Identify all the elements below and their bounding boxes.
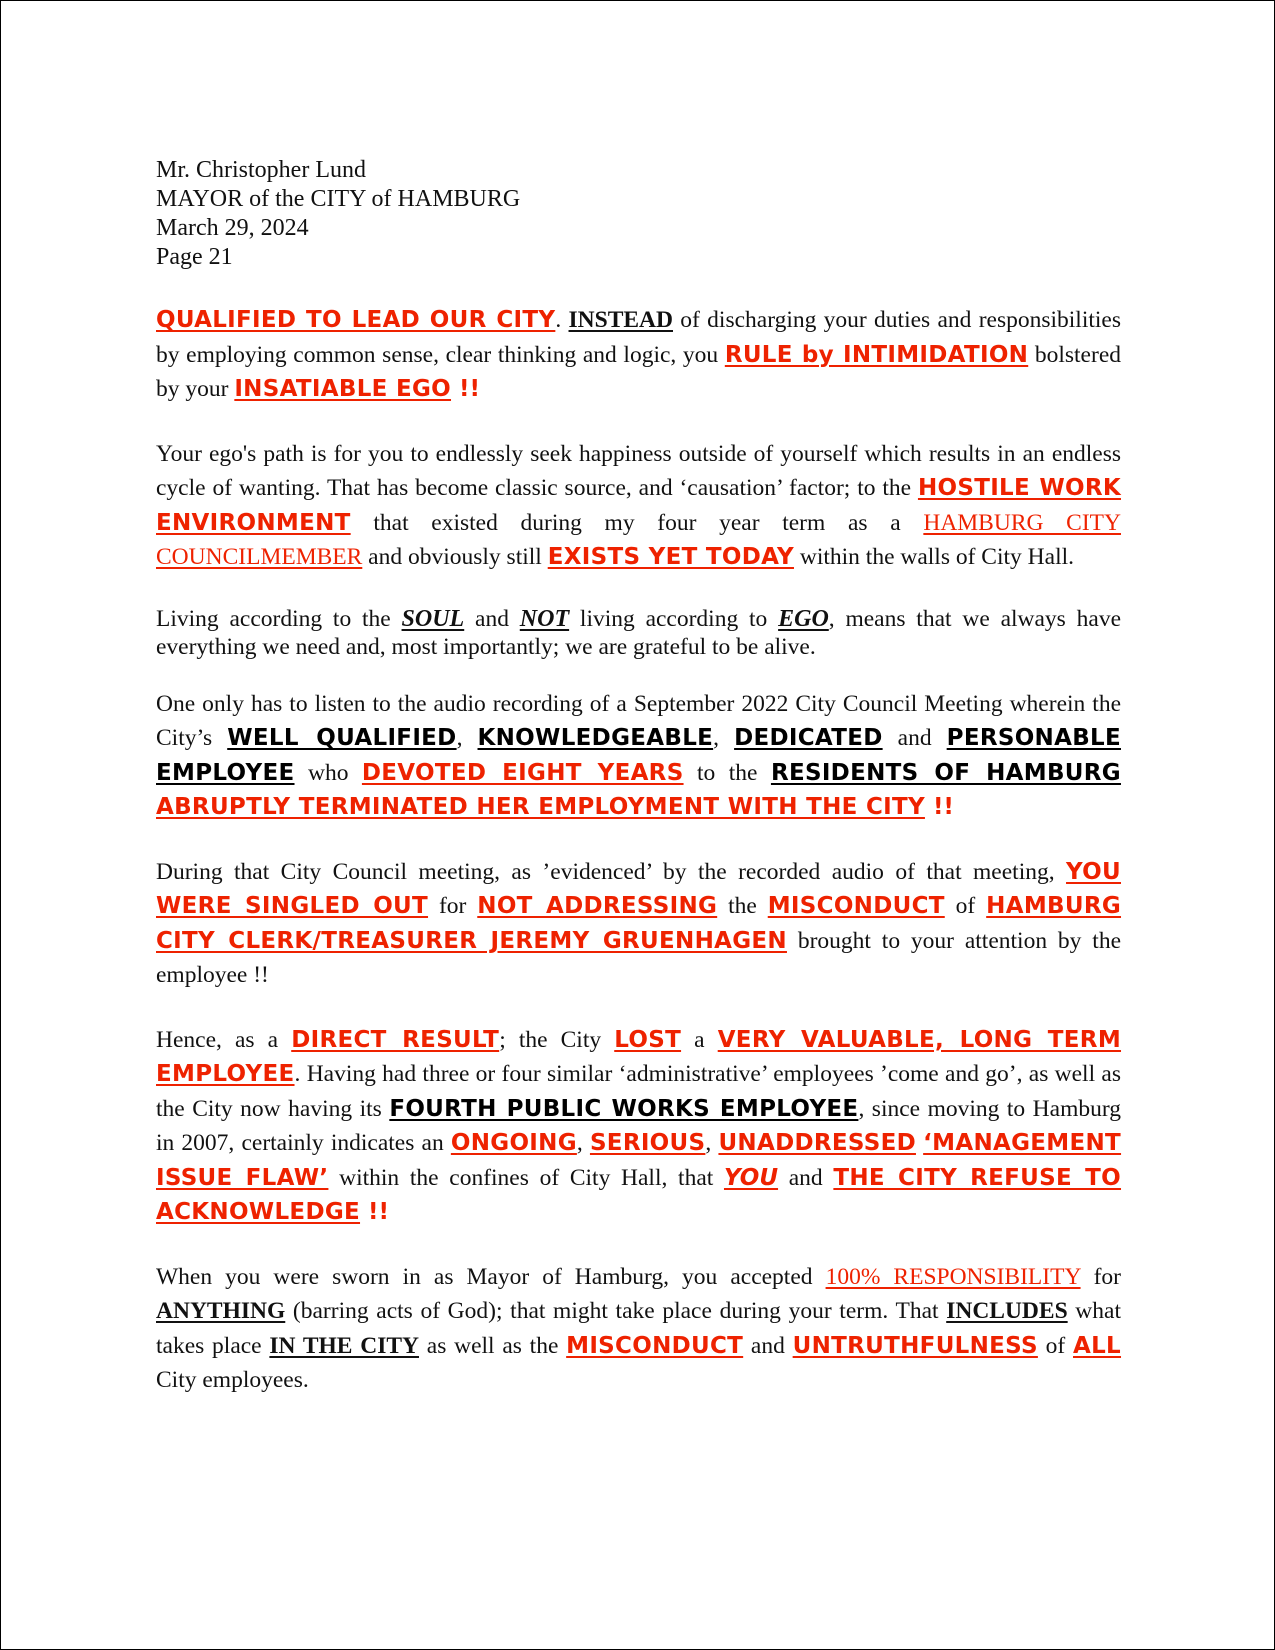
paragraph-2: [156, 437, 1121, 575]
text: a: [681, 1026, 718, 1053]
paragraph-1: [156, 303, 1121, 407]
paragraph-5: [156, 855, 1121, 993]
text: as well as the: [419, 1332, 567, 1359]
text: Your ego's path is for you to endlessly seek happiness outside of yourself which results in an endless cycle of wanting. That has become classic source, and ‘causation’ factor; to the: [156, 440, 1121, 501]
recipient-name: Mr. Christopher Lund: [156, 157, 366, 183]
emphasis-red-italic: YOU: [723, 1164, 779, 1191]
text: of discharging your duties and responsibilities by employing common sense, clear thinking and logic, you: [156, 307, 1122, 368]
emphasis-red: ‘MANAGEMENT ISSUE FLAW’: [156, 1130, 1122, 1191]
emphasis-red: DEVOTED EIGHT YEARS: [361, 759, 684, 786]
emphasis-italic: NOT: [519, 605, 570, 632]
text: . Having had three or four similar ‘administrative’ employees ’come and go’, as well as the City now having its: [156, 1061, 1121, 1122]
text: for: [428, 893, 478, 919]
emphasis-red: EXISTS YET TODAY: [547, 544, 794, 570]
emphasis-black-bold: FOURTH PUBLIC WORKS EMPLOYEE: [389, 1095, 859, 1122]
emphasis-red: LOST: [614, 1026, 682, 1053]
emphasis-black-bold: PERSONABLE EMPLOYEE: [156, 725, 1121, 786]
exclamation: !!: [924, 794, 954, 820]
emphasis-red: YOU WERE SINGLED OUT: [156, 858, 1121, 919]
emphasis-black-bold: DEDICATED: [734, 725, 883, 751]
text: , means that we always have everything we need and, most importantly; we are grateful to be alive.: [156, 605, 1121, 660]
text: (barring acts of God); that might take place during your term. That: [285, 1298, 947, 1324]
emphasis-red-serif: HAMBURG CITY COUNCILMEMBER: [156, 509, 1121, 570]
letter-date: March 29, 2024: [156, 215, 309, 241]
text: Living according to the: [156, 605, 402, 632]
text: Hence, as a: [156, 1026, 292, 1053]
text: and obviously still: [362, 544, 548, 570]
emphasis-red: ALL: [1073, 1332, 1122, 1359]
text: .: [555, 307, 569, 333]
emphasis-red: SERIOUS: [589, 1130, 706, 1156]
text: who: [294, 759, 362, 786]
emphasis-black-bold: WELL QUALIFIED: [227, 725, 457, 751]
text: that existed during my four year term as a: [350, 509, 924, 536]
text: City employees.: [156, 1367, 309, 1393]
text: , since moving to Hamburg in 2007, certainly indicates an: [156, 1095, 1121, 1156]
emphasis-red: VERY VALUABLE, LONG TERM EMPLOYEE: [156, 1026, 1122, 1087]
emphasis-red: NOT ADDRESSING: [477, 893, 718, 919]
text: ,: [456, 725, 478, 751]
emphasis-red: THE CITY REFUSE TO ACKNOWLEDGE: [156, 1164, 1122, 1225]
emphasis-black: IN THE CITY: [269, 1332, 419, 1359]
text: and: [743, 1332, 793, 1359]
emphasis-black: INSTEAD: [568, 307, 673, 333]
text: ,: [576, 1130, 590, 1156]
emphasis-red: MISCONDUCT: [566, 1332, 744, 1359]
text: ,: [713, 725, 735, 751]
exclamation: !!: [360, 1199, 390, 1225]
page-number: Page 21: [156, 244, 233, 270]
paragraph-6: [156, 1023, 1121, 1230]
emphasis-red: HAMBURG CITY CLERK/TREASURER JEREMY GRUENHAGEN: [156, 893, 1122, 954]
text: brought to your attention by the employee !!: [156, 927, 1122, 988]
text: When you were sworn in as Mayor of Hamburg, you accepted: [156, 1263, 826, 1290]
emphasis-black-bold: RESIDENTS OF HAMBURG: [770, 759, 1121, 786]
text: of: [944, 893, 987, 919]
text: and: [464, 605, 520, 632]
text: to the: [683, 759, 771, 786]
emphasis-red: MISCONDUCT: [767, 893, 945, 919]
letter-header: [156, 156, 520, 272]
emphasis-red-serif: 100% RESPONSIBILITY: [825, 1263, 1081, 1290]
text: for: [1080, 1263, 1121, 1290]
paragraph-4: [156, 687, 1121, 825]
emphasis-red: ONGOING: [450, 1130, 577, 1156]
emphasis-red: INSATIABLE EGO: [234, 376, 452, 402]
text: within the confines of City Hall, that: [328, 1164, 724, 1191]
emphasis-black: ANYTHING: [156, 1298, 286, 1324]
emphasis-red: RULE by INTIMIDATION: [724, 341, 1029, 368]
text: During that City Council meeting, as ’evidenced’ by the recorded audio of that meeting,: [156, 858, 1067, 885]
emphasis-red: HOSTILE WORK ENVIRONMENT: [156, 475, 1121, 536]
paragraph-7: [156, 1260, 1121, 1398]
emphasis-italic: EGO: [778, 605, 829, 632]
letter-body: [156, 303, 1121, 1398]
text: ; the City: [499, 1026, 615, 1053]
paragraph-3: [156, 605, 1121, 661]
text: ,: [705, 1130, 719, 1156]
recipient-title: MAYOR of the CITY of HAMBURG: [156, 186, 521, 212]
text: and: [882, 725, 947, 751]
text: within the walls of City Hall.: [793, 544, 1074, 570]
text: and: [778, 1164, 834, 1191]
text: what takes place: [156, 1298, 1121, 1359]
text: of: [1037, 1332, 1073, 1359]
emphasis-red: DIRECT RESULT: [291, 1026, 500, 1053]
emphasis-black: INCLUDES: [946, 1298, 1068, 1324]
exclamation: !!: [451, 376, 481, 402]
emphasis-red: QUALIFIED TO LEAD OUR CITY: [156, 307, 556, 333]
text: bolstered by your: [156, 341, 1121, 402]
text: living according to: [569, 605, 779, 632]
emphasis-red: UNTRUTHFULNESS: [792, 1332, 1038, 1359]
emphasis-black-bold: KNOWLEDGEABLE: [477, 725, 714, 751]
emphasis-italic: SOUL: [401, 605, 465, 632]
text: the: [717, 893, 768, 919]
text: One only has to listen to the audio recording of a September 2022 City Council Meeting wherein the City’s: [156, 690, 1121, 751]
emphasis-red: UNADDRESSED: [718, 1130, 916, 1156]
emphasis-red: ABRUPTLY TERMINATED HER EMPLOYMENT WITH THE CITY: [156, 794, 925, 820]
